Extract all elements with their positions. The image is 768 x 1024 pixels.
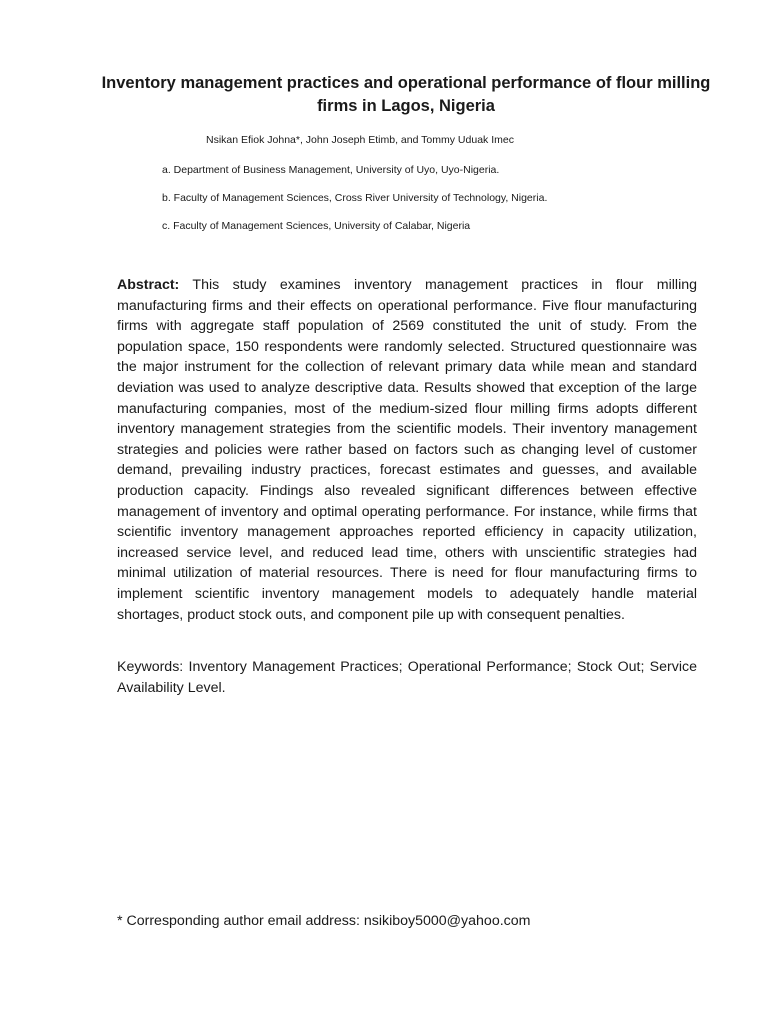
abstract-paragraph <box>117 275 697 625</box>
abstract-label: Abstract: <box>117 277 180 293</box>
abstract-text: This study examines inventory management practices in flour milling manufacturing firms and their effects on operational performance. Five flour manufacturing firms with aggregate staff population of 2569 constituted the unit of study. From the population space, 150 respondents were randomly selected. Structured questionnaire was the major instrument for the collection of relevant primary data while mean and standard deviation was used to analyze descriptive data. Results showed that exception of the large manufacturing companies, most of the medium-sized flour milling firms adopts different inventory management strategies from the scientific models. Their inventory management strategies and policies were rather based on factors such as changing level of customer demand, prevailing industry practices, forecast estimates and guesses, and available production capacity. Findings also revealed significant differences between effective management of inventory and optimal operating performance. For instance, while firms that scientific inventory management approaches reported efficiency in capacity utilization, increased service level, and reduced lead time, others with unscientific strategies had minimal utilization of material resources. There is need for flour manufacturing firms to implement scientific inventory management models to adequately handle material shortages, product stock outs, and component pile up with consequent penalties. <box>117 277 697 623</box>
paper-title: Inventory management practices and operational performance of flour milling firms in Lagos, Nigeria <box>101 74 711 115</box>
keywords-paragraph: Keywords: Inventory Management Practices; Operational Performance; Stock Out; Service Availability Level. <box>117 659 697 696</box>
affiliation-item: a. Department of Business Management, University of Uyo, Uyo-Nigeria. <box>162 164 500 176</box>
affiliation-item: c. Faculty of Management Sciences, University of Calabar, Nigeria <box>162 220 471 232</box>
author-list: Nsikan Efiok Johna*, John Joseph Etimb, and Tommy Uduak Imec <box>206 134 514 146</box>
affiliation-item: b. Faculty of Management Sciences, Cross River University of Technology, Nigeria. <box>162 192 548 204</box>
corresponding-author-footnote: * Corresponding author email address: nsikiboy5000@yahoo.com <box>117 913 531 929</box>
affiliation-list <box>162 163 547 247</box>
